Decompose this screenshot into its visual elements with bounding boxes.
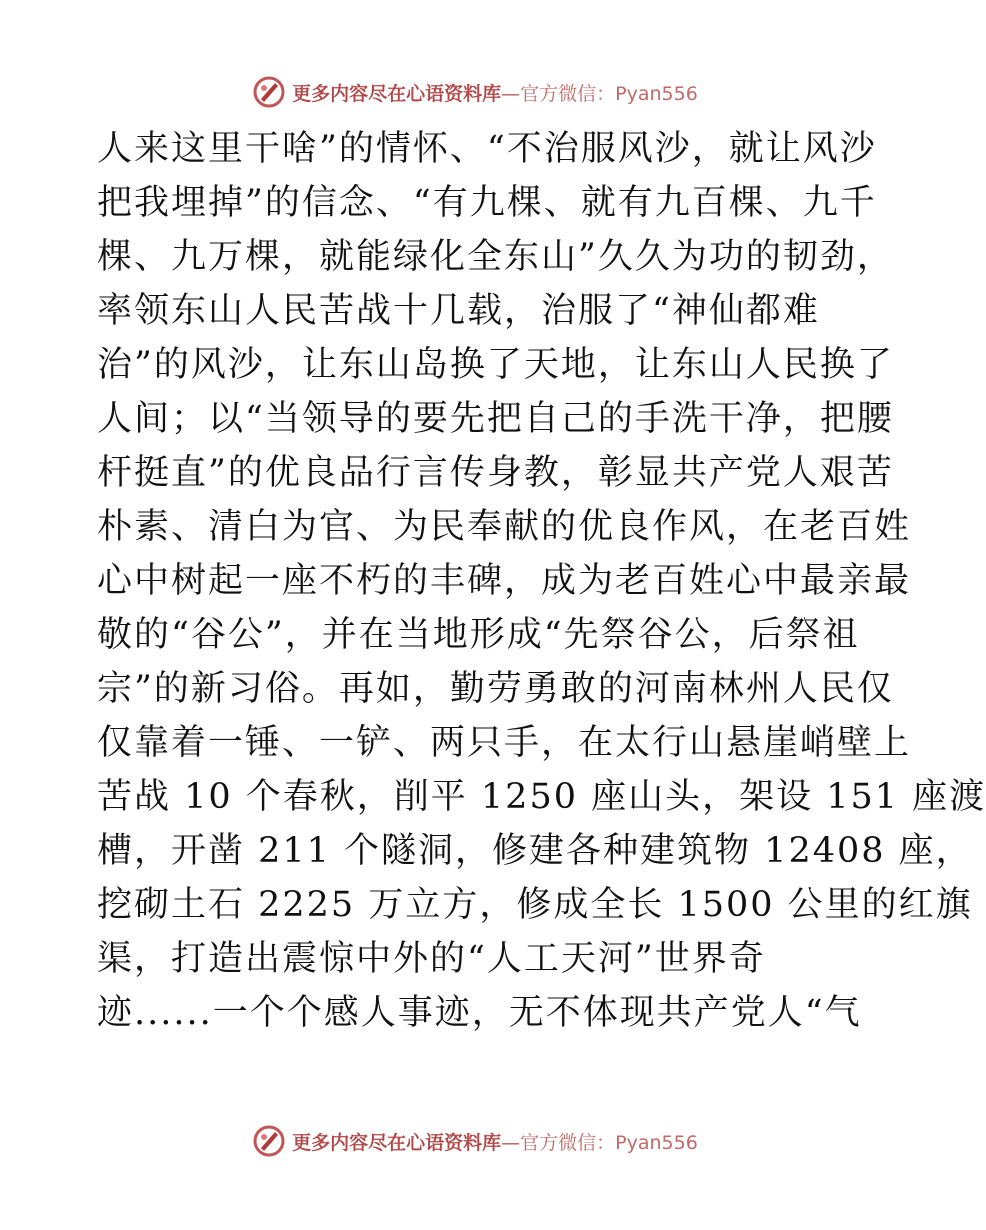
footer-banner bbox=[0, 1121, 950, 1161]
text-line: 率领东山人民苦战十几载，治服了“神仙都难 bbox=[97, 291, 820, 331]
text-line: 人间；以“当领导的要先把自己的手洗干净，把腰 bbox=[97, 399, 894, 439]
text-line: 仅靠着一锤、一铲、两只手，在太行山悬崖峭壁上 bbox=[97, 723, 912, 763]
text-line: 敬的“谷公”，并在当地形成“先祭谷公，后祭祖 bbox=[97, 615, 860, 655]
text-line: 宗”的新习俗。再如，勤劳勇敢的河南林州人民仅 bbox=[97, 669, 894, 709]
header-banner-dash: — bbox=[501, 82, 521, 105]
footer-banner-contact: 官方微信：Pyan556 bbox=[520, 1131, 698, 1154]
brand-logo-icon bbox=[252, 1124, 286, 1158]
text-line: 槽，开凿 211 个隧洞，修建各种建筑物 12408 座， bbox=[97, 831, 973, 871]
text-line: 心中树起一座不朽的丰碑，成为老百姓心中最亲最 bbox=[97, 561, 912, 601]
text-line: 杆挺直”的优良品行言传身教，彰显共产党人艰苦 bbox=[97, 453, 894, 493]
header-banner-title: 更多内容尽在心语资料库 bbox=[292, 82, 502, 105]
text-line: 治”的风沙，让东山岛换了天地，让东山人民换了 bbox=[97, 345, 894, 385]
header-banner bbox=[0, 72, 950, 112]
document-body bbox=[97, 122, 986, 1040]
text-line: 棵、九万棵，就能绿化全东山”久久为功的韧劲， bbox=[97, 237, 894, 277]
footer-banner-text bbox=[292, 1128, 698, 1155]
header-banner-text bbox=[292, 79, 698, 106]
text-line: 人来这里干啥”的情怀、“不治服风沙，就让风沙 bbox=[97, 129, 877, 169]
footer-banner-dash: — bbox=[501, 1131, 521, 1154]
brand-logo-icon bbox=[252, 75, 286, 109]
text-line: 苦战 10 个春秋，削平 1250 座山头，架设 151 座渡 bbox=[97, 777, 986, 817]
footer-banner-title: 更多内容尽在心语资料库 bbox=[292, 1131, 502, 1154]
header-banner-contact: 官方微信：Pyan556 bbox=[520, 82, 698, 105]
text-line: 挖砌土石 2225 万立方，修成全长 1500 公里的红旗 bbox=[97, 885, 973, 925]
text-line: 迹......一个个感人事迹，无不体现共产党人“气 bbox=[97, 993, 862, 1033]
text-line: 把我埋掉”的信念、“有九棵、就有九百棵、九千 bbox=[97, 183, 877, 223]
text-line: 朴素、清白为官、为民奉献的优良作风，在老百姓 bbox=[97, 507, 912, 547]
text-line: 渠，打造出震惊中外的“人工天河”世界奇 bbox=[97, 939, 766, 979]
